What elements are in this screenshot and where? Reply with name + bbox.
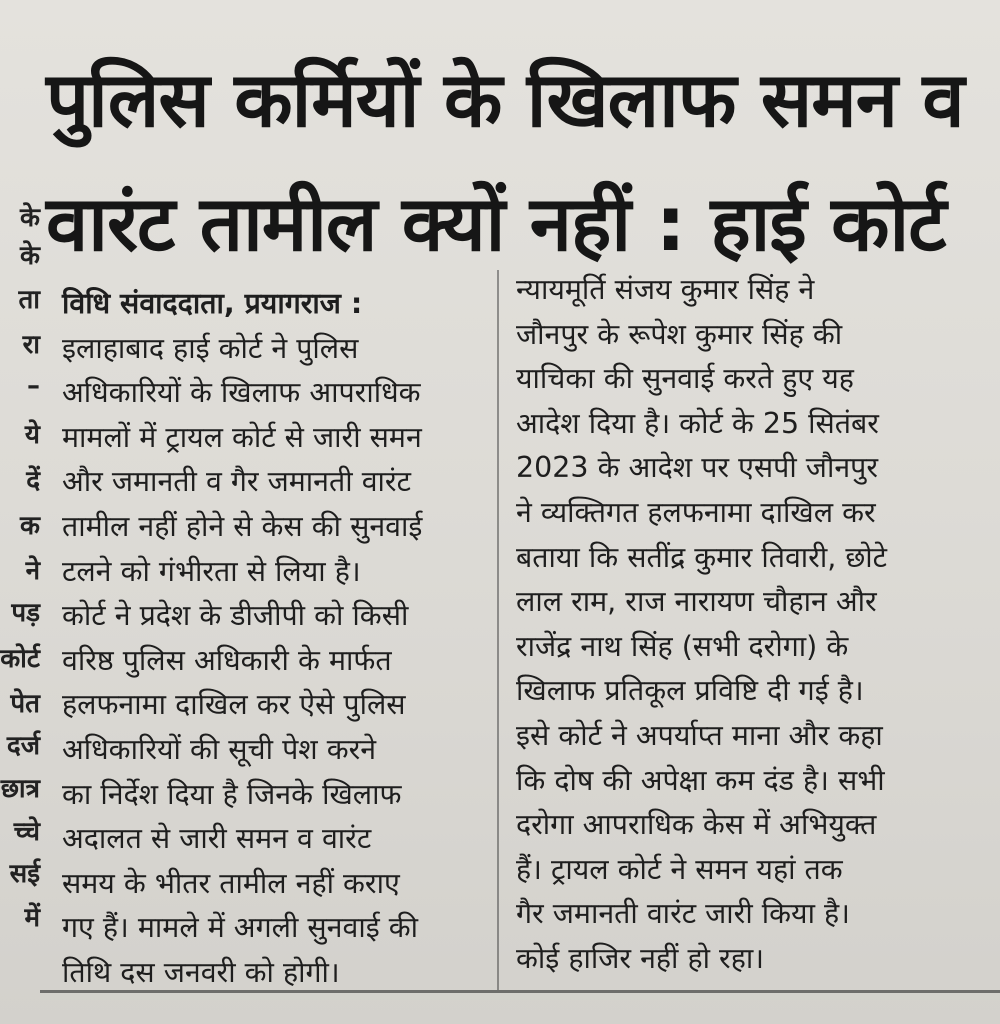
- article-line: का निर्देश दिया है जिनके खिलाफ: [62, 777, 402, 811]
- article-line: याचिका की सुनवाई करते हुए यह: [516, 362, 854, 396]
- article-line: खिलाफ प्रतिकूल प्रविष्टि दी गई है।: [516, 674, 864, 708]
- margin-fragment: पड़: [11, 598, 40, 628]
- article-line: राजेंद्र नाथ सिंह (सभी दरोगा) के: [516, 629, 849, 663]
- margin-fragment: दर्ज: [6, 731, 40, 761]
- headline-line-1: पुलिस कर्मियों के खिलाफ समन व: [46, 55, 964, 144]
- article-line: दरोगा आपराधिक केस में अभियुक्त: [516, 808, 877, 842]
- article-line: गैर जमानती वारंट जारी किया है।: [516, 897, 850, 931]
- article-line: ने व्यक्तिगत हलफनामा दाखिल कर: [516, 495, 876, 529]
- byline-colon: :: [350, 287, 363, 320]
- adjacent-column-fragment: [0, 198, 46, 938]
- margin-fragment: के: [20, 203, 40, 233]
- margin-fragment: छात्र: [0, 774, 40, 804]
- article-line: कि दोष की अपेक्षा कम दंड है। सभी: [516, 763, 885, 797]
- column-divider: [497, 270, 499, 990]
- article-line: वरिष्ठ पुलिस अधिकारी के मार्फत: [62, 643, 392, 677]
- article-line: गए हैं। मामले में अगली सुनवाई की: [62, 911, 419, 945]
- article-line: तिथि दस जनवरी को होगी।: [62, 955, 340, 989]
- margin-fragment: ता: [18, 285, 40, 315]
- article-line: बताया कि सतींद्र कुमार तिवारी, छोटे: [516, 540, 888, 574]
- article-line: तामील नहीं होने से केस की सुनवाई: [62, 509, 423, 543]
- article-line: आदेश दिया है। कोर्ट के 25 सितंबर: [516, 406, 879, 440]
- margin-fragment: ये: [24, 420, 40, 450]
- article-line: इसे कोर्ट ने अपर्याप्त माना और कहा: [516, 718, 883, 752]
- margin-fragment: –: [27, 371, 40, 401]
- article-line: हैं। ट्रायल कोर्ट ने समन यहां तक: [516, 852, 843, 886]
- margin-fragment: क: [20, 511, 40, 541]
- article-line: समय के भीतर तामील नहीं कराए: [62, 866, 400, 900]
- article-line: अधिकारियों की सूची पेश करने: [62, 732, 377, 766]
- margin-fragment: सई: [9, 859, 40, 889]
- article-line: 2023 के आदेश पर एसपी जौनपुर: [516, 451, 878, 485]
- margin-fragment: पेत: [10, 689, 40, 719]
- article-line: इलाहाबाद हाई कोर्ट ने पुलिस: [62, 331, 359, 365]
- article-line: कोर्ट ने प्रदेश के डीजीपी को किसी: [62, 599, 409, 633]
- article-line: जौनपुर के रूपेश कुमार सिंह की: [516, 317, 843, 351]
- article-line: लाल राम, राज नारायण चौहान और: [516, 585, 877, 619]
- article-line: न्यायमूर्ति संजय कुमार सिंह ने: [516, 273, 815, 306]
- margin-fragment: ने: [25, 556, 40, 586]
- margin-fragment: च्चे: [13, 817, 40, 847]
- article-line: हलफनामा दाखिल कर ऐसे पुलिस: [62, 688, 406, 722]
- headline: [46, 38, 976, 286]
- margin-fragment: के: [20, 241, 40, 271]
- margin-fragment: कोर्ट: [0, 644, 40, 674]
- byline-text: विधि संवाददाता, प्रयागराज: [62, 287, 341, 320]
- margin-fragment: में: [24, 903, 40, 933]
- headline-line-2: वारंट तामील क्यों नहीं : हाई कोर्ट: [46, 179, 946, 268]
- article-line: कोई हाजिर नहीं हो रहा।: [516, 941, 765, 975]
- margin-fragment: रा: [22, 330, 40, 360]
- article-line: अधिकारियों के खिलाफ आपराधिक: [62, 376, 421, 410]
- article-column-2: [516, 268, 976, 982]
- article-line: और जमानती व गैर जमानती वारंट: [62, 465, 411, 499]
- article-line: मामलों में ट्रायल कोर्ट से जारी समन: [62, 420, 422, 454]
- article-line: अदालत से जारी समन व वारंट: [62, 822, 372, 856]
- article-line: टलने को गंभीरता से लिया है।: [62, 554, 361, 588]
- bottom-rule: [40, 990, 1000, 993]
- byline: [62, 282, 480, 327]
- article-column-1: [62, 282, 482, 996]
- margin-fragment: दें: [26, 466, 40, 496]
